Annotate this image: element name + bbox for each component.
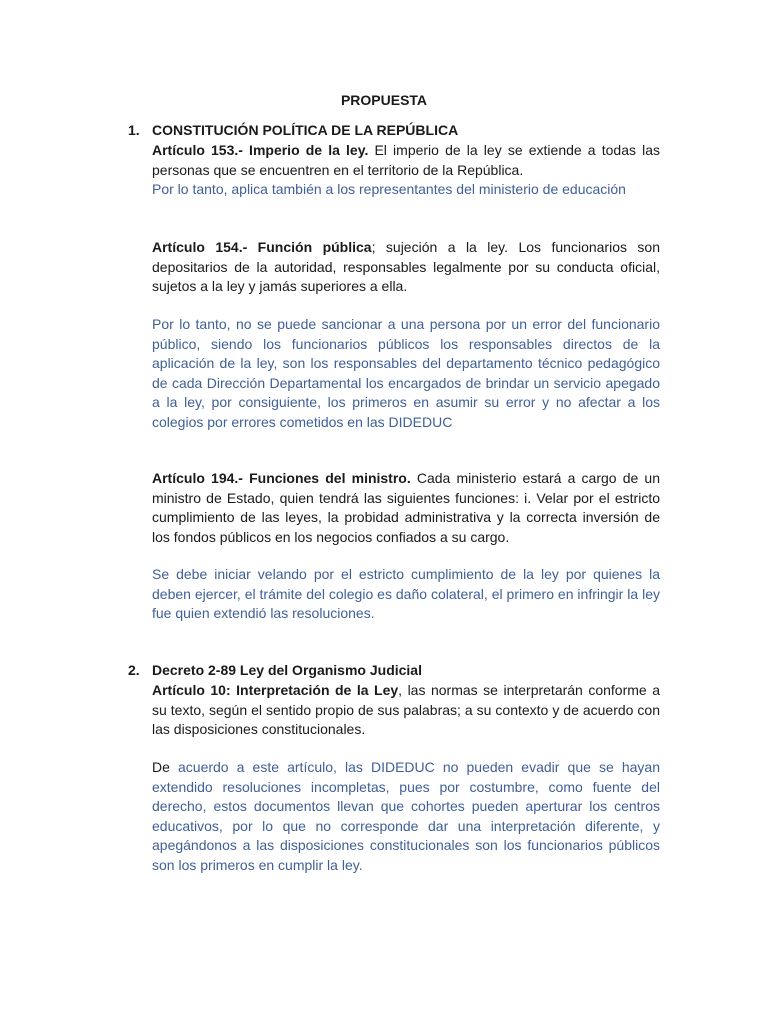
article-paragraph [152, 681, 660, 740]
document-title: PROPUESTA [340, 92, 428, 108]
article-text: ; sujeción a la ley. Los funcionarios son depositarios de la autoridad, responsables legalmente por su conducta oficial, sujetos a la ley y jamás superiores a ella. [152, 239, 660, 294]
article-paragraph [152, 238, 660, 297]
commentary-paragraph: Se debe iniciar velando por el estricto cumplimiento de la ley por quienes la deben ejercer, el trámite del colegio es daño colateral, el primero en infringir la ley fue quien extendió las resoluciones. [152, 566, 660, 621]
article-text: , las normas se interpretarán conforme a su texto, según el sentido propio de sus palabras; a su contexto y de acuerdo con las disposiciones constitucionales. [152, 682, 661, 737]
commentary-lead: De [152, 759, 170, 775]
section-number: 2. [128, 662, 140, 678]
article-label: Artículo 10: Interpretación de la Ley [152, 682, 399, 698]
article-text: Cada ministerio estará a cargo de un ministro de Estado, quien tendrá las siguientes funciones: i. Velar por el estricto cumplimiento de las leyes, la probidad administrativa y la correcta inversión de los fondos públicos en los negocios confiados a su cargo. [152, 470, 660, 545]
section-number: 1. [128, 122, 140, 138]
section-heading: Decreto 2-89 Ley del Organismo Judicial [152, 662, 422, 678]
commentary-text: acuerdo a este artículo, las DIDEDUC no pueden evadir que se hayan extendido resoluciones incompletas, pues por costumbre, como fuente del derecho, estos documentos llevan que cohortes pueden aperturar los centros educativos, por lo que no corresponde dar una interpretación diferente, y apegándonos a las disposiciones constitucionales son los funcionarios públicos son los primeros en cumplir la ley. [152, 759, 660, 873]
commentary-paragraph: Por lo tanto, no se puede sancionar a una persona por un error del funcionario público, siendo los funcionarios públicos los responsables directos de la aplicación de la ley, son los responsables del departamento técnico pedagógico de cada Dirección Departamental los encargados de brindar un servicio apegado a la ley, por consiguiente, los primeros en asumir su error y no afectar a los colegios por errores cometidos en las DIDEDUC [152, 316, 660, 430]
article-label: Artículo 194.- Funciones del ministro. [152, 470, 411, 486]
commentary-paragraph: Por lo tanto, aplica también a los representantes del ministerio de educación [152, 181, 626, 197]
section-heading: CONSTITUCIÓN POLÍTICA DE LA REPÚBLICA [152, 122, 459, 138]
article-label: Artículo 154.- Función pública [152, 239, 372, 255]
article-text: El imperio de la ley se extiende a todas las personas que se encuentren en el territorio de la República. [152, 142, 661, 178]
commentary-paragraph [152, 758, 660, 875]
article-label: Artículo 153.- Imperio de la ley. [152, 142, 369, 158]
article-paragraph [152, 469, 660, 547]
article-paragraph [152, 141, 660, 180]
